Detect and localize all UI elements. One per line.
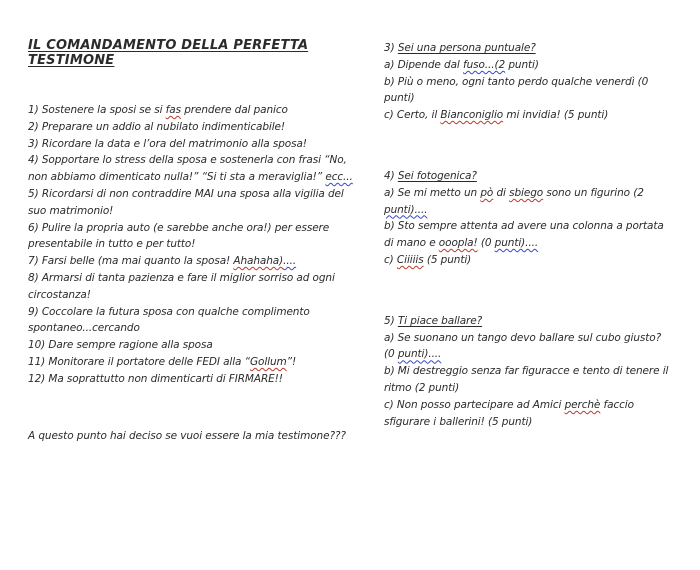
left-column	[28, 38, 362, 444]
text-segment: a) Dipende dal	[384, 58, 463, 71]
quiz-question	[384, 40, 674, 124]
text-segment: sono un figurino (2	[543, 186, 644, 199]
text-segment: 6) Pulire la propria auto (e sarebbe anche ora!) per essere presentabile in tutto e per tutto!	[28, 221, 330, 251]
spellcheck-blue-flagged-text: ....	[283, 255, 297, 268]
spellcheck-blue-flagged-text: punti)....	[494, 237, 539, 250]
commandments-list	[28, 102, 362, 388]
text-segment: b) Più o meno, ogni tanto perdo qualche venerdì (0 punti)	[384, 75, 649, 105]
text-segment: punti)	[505, 58, 539, 71]
question-title: Sei una persona puntuale?	[397, 42, 536, 54]
text-segment: (0	[477, 237, 495, 250]
text-segment: 2) Preparare un addio al nubilato indimenticabile!	[28, 120, 285, 133]
commandment-item	[28, 304, 362, 338]
spellcheck-red-flagged-text: Ahahaha)	[233, 255, 284, 268]
answer-option	[384, 57, 674, 74]
spellcheck-red-flagged-text: sbiego	[509, 186, 544, 199]
text-segment: (5 punti)	[423, 253, 472, 266]
text-segment: 4) Sopportare lo stress della sposa e sostenerla con frasi “No, non abbiamo dimenticato nulla!” “Si ti sta a meraviglia!”	[28, 154, 347, 184]
question-number: 4)	[384, 169, 398, 182]
text-segment: b) Mi destreggio senza far figuracce e tento di tenere il ritmo (2 punti)	[384, 365, 669, 394]
text-segment: a) Se mi metto un	[384, 186, 481, 199]
spellcheck-red-flagged-text: ooopla!	[438, 237, 478, 250]
text-segment: a) Se suonano un tango devo ballare sul cubo giusto? (0	[384, 331, 662, 361]
quiz-question	[384, 313, 674, 431]
text-segment: c)	[384, 253, 397, 266]
spellcheck-red-flagged-text: fas	[165, 104, 181, 116]
text-segment: faccio sfigurare i ballerini! (5 punti)	[384, 398, 634, 428]
commandment-item	[28, 220, 362, 254]
closing-question: A questo punto hai deciso se vuoi essere la mia testimone???	[28, 429, 346, 442]
question-header	[384, 40, 674, 57]
text-segment: mi invidia! (5 punti)	[503, 109, 609, 122]
commandment-item	[28, 253, 362, 270]
text-segment: 7) Farsi belle (ma mai quanto la sposa!	[28, 255, 234, 268]
answer-option	[384, 218, 674, 252]
answer-option	[384, 107, 674, 124]
commandment-item	[28, 186, 362, 220]
text-segment: c) Certo, il	[384, 109, 441, 122]
text-segment: 5) Ricordarsi di non contraddire MAI una sposa alla vigilia del suo matrimonio!	[28, 187, 344, 217]
text-segment: 10) Dare sempre ragione alla sposa	[28, 339, 213, 352]
text-segment: c) Non posso partecipare ad Amici	[384, 398, 565, 411]
answer-option	[384, 397, 674, 431]
spellcheck-blue-flagged-text: punti)....	[384, 203, 428, 216]
question-header	[384, 313, 674, 330]
spellcheck-blue-flagged-text: ecc...	[325, 171, 353, 184]
text-segment: di	[493, 186, 510, 199]
commandment-item	[28, 136, 362, 153]
answer-option	[384, 185, 674, 219]
spellcheck-red-flagged-text: perchè	[564, 398, 601, 411]
text-segment: 1) Sostenere la sposi se si	[28, 104, 166, 116]
text-segment: 3) Ricordare la data e l’ora del matrimonio alla sposa!	[28, 137, 307, 150]
quiz-question	[384, 168, 674, 269]
commandment-item	[28, 371, 362, 388]
spellcheck-red-flagged-text: Ciiiiis	[396, 253, 424, 266]
document-title: IL COMANDAMENTO DELLA PERFETTA TESTIMONE	[28, 38, 309, 68]
commandment-item	[28, 102, 362, 119]
text-segment: b) Sto sempre attenta ad avere una colonna a portata di mano e	[384, 220, 664, 250]
question-title: Sei fotogenica?	[397, 169, 477, 182]
answer-options	[384, 57, 674, 124]
text-segment: 11) Monitorare il portatore delle FEDI alla “	[28, 355, 250, 368]
question-number: 3)	[384, 42, 398, 54]
answer-option	[384, 363, 674, 397]
commandment-item	[28, 354, 362, 371]
commandment-item	[28, 270, 362, 304]
commandment-item	[28, 337, 362, 354]
question-header	[384, 168, 674, 185]
answer-option	[384, 74, 674, 108]
spellcheck-red-flagged-text: Gollum	[249, 355, 287, 368]
commandment-item	[28, 152, 362, 186]
quiz-column	[384, 40, 674, 430]
text-segment: 12) Ma soprattutto non dimenticarti di FIRMARE!!	[28, 372, 283, 385]
spellcheck-blue-flagged-text: fuso...(2	[462, 58, 506, 71]
answer-options	[384, 330, 674, 431]
spellcheck-red-flagged-text: Bianconiglio	[440, 109, 504, 122]
answer-option	[384, 252, 674, 269]
answer-options	[384, 185, 674, 269]
commandment-item	[28, 119, 362, 136]
text-segment: 8) Armarsi di tanta pazienza e fare il miglior sorriso ad ogni circostanza!	[28, 271, 335, 301]
question-number: 5)	[384, 314, 398, 327]
text-segment: prendere dal panico	[180, 104, 288, 116]
spellcheck-red-flagged-text: pò	[480, 186, 494, 199]
question-title: Ti piace ballare?	[397, 314, 483, 327]
answer-option	[384, 330, 674, 364]
text-segment: 9) Coccolare la futura sposa con qualche complimento spontaneo...cercando	[28, 305, 310, 335]
spellcheck-blue-flagged-text: punti)....	[397, 348, 442, 361]
text-segment: ”!	[286, 355, 297, 368]
